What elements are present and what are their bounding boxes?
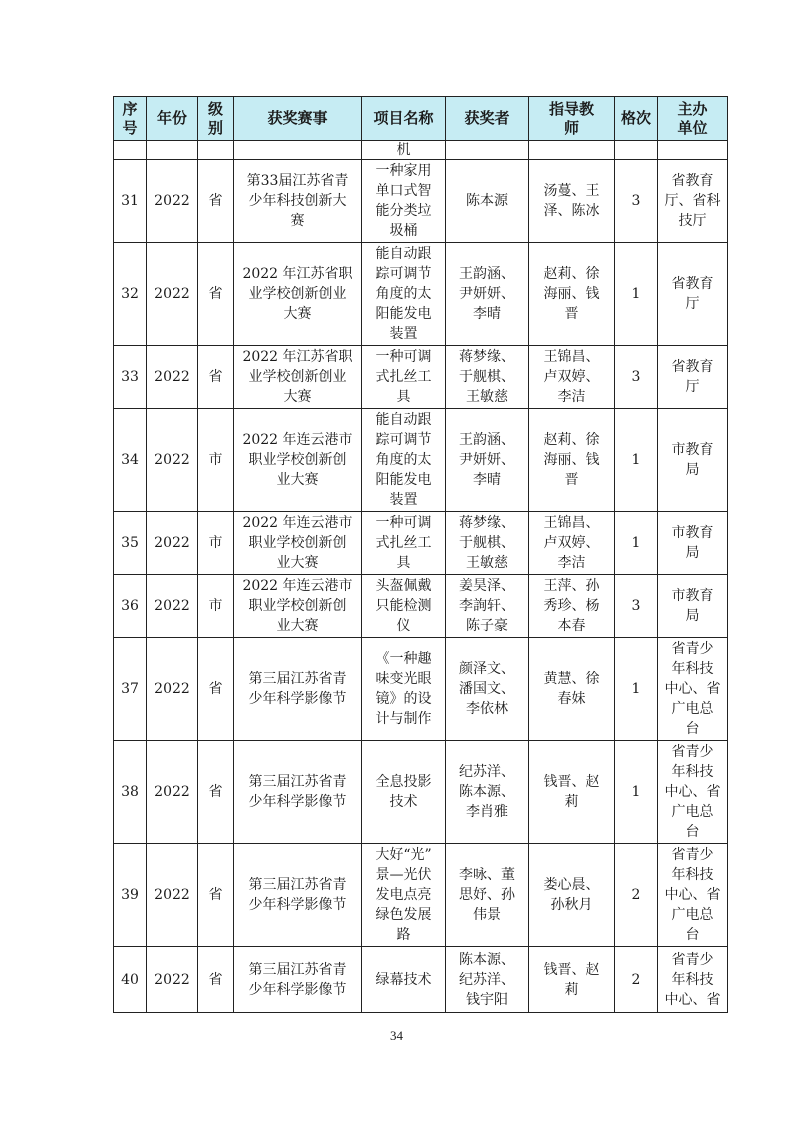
cell-teachers: 黄慧、徐 春妹 xyxy=(529,638,615,741)
cell-year: 2022 xyxy=(147,741,198,844)
cont-cell xyxy=(198,141,234,160)
cell-year: 2022 xyxy=(147,512,198,575)
cont-cell xyxy=(529,141,615,160)
cell-event: 2022 年江苏省职 业学校创新创业 大赛 xyxy=(234,243,362,346)
cont-cell xyxy=(147,141,198,160)
cell-no: 36 xyxy=(114,575,147,638)
cell-winners: 王韵涵、 尹妍妍、 李晴 xyxy=(446,243,529,346)
header-project: 项目名称 xyxy=(362,97,446,141)
cell-project: 一种家用 单口式智 能分类垃 圾桶 xyxy=(362,160,446,243)
cell-level: 省 xyxy=(198,947,234,1013)
cell-event: 第三届江苏省青 少年科学影像节 xyxy=(234,844,362,947)
cont-cell xyxy=(446,141,529,160)
table-row xyxy=(114,409,728,512)
cell-event: 2022 年连云港市 职业学校创新创 业大赛 xyxy=(234,575,362,638)
cell-grade: 3 xyxy=(615,575,658,638)
table-row xyxy=(114,947,728,1013)
cell-level: 省 xyxy=(198,638,234,741)
cell-project: 全息投影 技术 xyxy=(362,741,446,844)
cell-event: 第三届江苏省青 少年科学影像节 xyxy=(234,741,362,844)
table-row xyxy=(114,575,728,638)
cell-project: 头盔佩戴 只能检测 仪 xyxy=(362,575,446,638)
cell-winners: 纪苏洋、 陈本源、 李肖雅 xyxy=(446,741,529,844)
header-teachers: 指导教 师 xyxy=(529,97,615,141)
cell-level: 市 xyxy=(198,409,234,512)
cell-teachers: 王萍、孙 秀珍、杨 本春 xyxy=(529,575,615,638)
table-row xyxy=(114,243,728,346)
cell-event: 第三届江苏省青 少年科学影像节 xyxy=(234,638,362,741)
cell-no: 39 xyxy=(114,844,147,947)
cont-cell-project: 机 xyxy=(362,141,446,160)
cell-year: 2022 xyxy=(147,346,198,409)
cell-winners: 蒋梦缘、 于舰棋、 王敏慈 xyxy=(446,346,529,409)
cell-project: 一种可调 式扎丝工 具 xyxy=(362,512,446,575)
cont-cell xyxy=(658,141,728,160)
cell-event: 第33届江苏省青 少年科技创新大 赛 xyxy=(234,160,362,243)
cell-year: 2022 xyxy=(147,575,198,638)
cell-organizer: 市教育 局 xyxy=(658,409,728,512)
cell-grade: 1 xyxy=(615,638,658,741)
cell-level: 省 xyxy=(198,741,234,844)
cell-level: 省 xyxy=(198,243,234,346)
cell-organizer: 省教育 厅 xyxy=(658,243,728,346)
cell-year: 2022 xyxy=(147,844,198,947)
cell-level: 市 xyxy=(198,575,234,638)
cell-event: 第三届江苏省青 少年科学影像节 xyxy=(234,947,362,1013)
cell-organizer: 省青少 年科技 中心、省 广电总 台 xyxy=(658,638,728,741)
cell-project: 大好“光” 景—光伏 发电点亮 绿色发展 路 xyxy=(362,844,446,947)
cell-grade: 1 xyxy=(615,741,658,844)
continuation-row xyxy=(114,141,728,160)
cell-event: 2022 年连云港市 职业学校创新创 业大赛 xyxy=(234,409,362,512)
cell-project: 《一种趣 味变光眼 镜》的设 计与制作 xyxy=(362,638,446,741)
cell-teachers: 娄心晨、 孙秋月 xyxy=(529,844,615,947)
cell-grade: 3 xyxy=(615,160,658,243)
cell-no: 34 xyxy=(114,409,147,512)
cell-project: 绿幕技术 xyxy=(362,947,446,1013)
cell-grade: 1 xyxy=(615,512,658,575)
cell-winners: 蒋梦缘、 于舰棋、 王敏慈 xyxy=(446,512,529,575)
header-year: 年份 xyxy=(147,97,198,141)
cell-organizer: 省青少 年科技 中心、省 广电总 台 xyxy=(658,844,728,947)
cell-year: 2022 xyxy=(147,160,198,243)
cell-organizer: 省青少 年科技 中心、省 广电总 台 xyxy=(658,741,728,844)
header-organizer: 主办 单位 xyxy=(658,97,728,141)
cell-event: 2022 年连云港市 职业学校创新创 业大赛 xyxy=(234,512,362,575)
cell-winners: 王韵涵、 尹妍妍、 李晴 xyxy=(446,409,529,512)
header-event: 获奖赛事 xyxy=(234,97,362,141)
cell-winners: 颜泽文、 潘国文、 李依林 xyxy=(446,638,529,741)
cell-event: 2022 年江苏省职 业学校创新创业 大赛 xyxy=(234,346,362,409)
awards-table xyxy=(113,96,728,1013)
cell-project: 一种可调 式扎丝工 具 xyxy=(362,346,446,409)
cell-project: 能自动跟 踪可调节 角度的太 阳能发电 装置 xyxy=(362,409,446,512)
cell-project: 能自动跟 踪可调节 角度的太 阳能发电 装置 xyxy=(362,243,446,346)
cell-grade: 3 xyxy=(615,346,658,409)
cell-no: 38 xyxy=(114,741,147,844)
cell-organizer: 省教育 厅 xyxy=(658,346,728,409)
table-row xyxy=(114,346,728,409)
cell-no: 32 xyxy=(114,243,147,346)
header-no: 序 号 xyxy=(114,97,147,141)
table-row xyxy=(114,844,728,947)
cont-cell xyxy=(615,141,658,160)
header-winners: 获奖者 xyxy=(446,97,529,141)
cell-level: 省 xyxy=(198,160,234,243)
table-row xyxy=(114,638,728,741)
table-row xyxy=(114,741,728,844)
page-number: 34 xyxy=(390,1028,403,1043)
cell-year: 2022 xyxy=(147,243,198,346)
cell-winners: 陈本源、 纪苏洋、 钱宇阳 xyxy=(446,947,529,1013)
cell-no: 37 xyxy=(114,638,147,741)
cell-grade: 1 xyxy=(615,409,658,512)
header-level: 级 别 xyxy=(198,97,234,141)
cell-teachers: 赵莉、徐 海丽、钱 晋 xyxy=(529,243,615,346)
cell-organizer: 省教育 厅、省科 技厅 xyxy=(658,160,728,243)
cell-level: 省 xyxy=(198,346,234,409)
cell-teachers: 王锦昌、 卢双婷、 李洁 xyxy=(529,512,615,575)
cell-organizer: 市教育 局 xyxy=(658,512,728,575)
cell-winners: 陈本源 xyxy=(446,160,529,243)
cell-year: 2022 xyxy=(147,947,198,1013)
cell-year: 2022 xyxy=(147,638,198,741)
cell-organizer: 市教育 局 xyxy=(658,575,728,638)
cell-level: 市 xyxy=(198,512,234,575)
cont-cell xyxy=(234,141,362,160)
cell-no: 35 xyxy=(114,512,147,575)
table-row xyxy=(114,160,728,243)
table-row xyxy=(114,512,728,575)
cell-year: 2022 xyxy=(147,409,198,512)
cell-winners: 姜昊泽、 李詢轩、 陈子豪 xyxy=(446,575,529,638)
cell-teachers: 王锦昌、 卢双婷、 李洁 xyxy=(529,346,615,409)
cell-teachers: 钱晋、赵 莉 xyxy=(529,947,615,1013)
cont-cell xyxy=(114,141,147,160)
cell-no: 33 xyxy=(114,346,147,409)
cell-organizer: 省青少 年科技 中心、省 xyxy=(658,947,728,1013)
cell-grade: 1 xyxy=(615,243,658,346)
cell-teachers: 钱晋、赵 莉 xyxy=(529,741,615,844)
cell-winners: 李咏、董 思妤、孙 伟景 xyxy=(446,844,529,947)
cell-teachers: 汤蔓、王 泽、陈冰 xyxy=(529,160,615,243)
cell-grade: 2 xyxy=(615,844,658,947)
cell-no: 31 xyxy=(114,160,147,243)
header-grade: 格次 xyxy=(615,97,658,141)
cell-no: 40 xyxy=(114,947,147,1013)
cell-level: 省 xyxy=(198,844,234,947)
header-row xyxy=(114,97,728,141)
cell-teachers: 赵莉、徐 海丽、钱 晋 xyxy=(529,409,615,512)
cell-grade: 2 xyxy=(615,947,658,1013)
